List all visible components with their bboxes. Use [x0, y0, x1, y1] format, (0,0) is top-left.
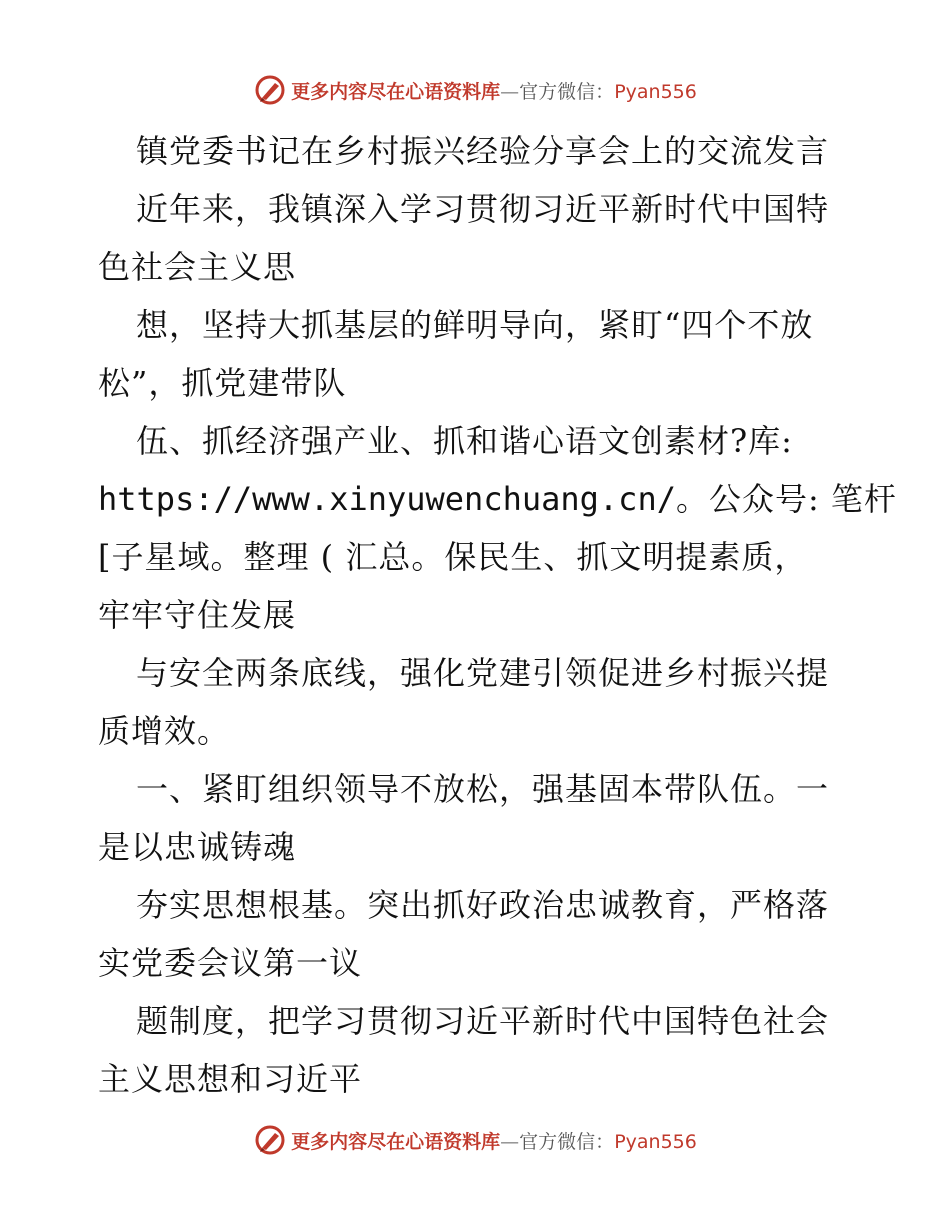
url-text: https://www.xinyuwenchuang.cn/: [98, 480, 676, 518]
banner-dash: —: [500, 1130, 520, 1153]
text-line: 伍、抓经济强产业、抓和谐心语文创素材?库:: [136, 422, 793, 460]
pen-logo-icon: [253, 1123, 287, 1157]
text-line: 题制度，把学习贯彻习近平新时代中国特色社会: [136, 1002, 830, 1040]
text-line: 松”，抓党建带队: [98, 364, 347, 402]
banner-dash: —: [500, 80, 520, 103]
footer-banner: [0, 1120, 950, 1160]
banner-wechat-id: Pyan556: [614, 1130, 697, 1153]
banner-text: [291, 1127, 697, 1154]
text-line: 牢牢守住发展: [98, 596, 297, 634]
banner-main-text: 更多内容尽在心语资料库: [291, 80, 501, 103]
text-line: 是以忠诚铸魂: [98, 828, 297, 866]
text-line: 想，坚持大抓基层的鲜明导向，紧盯“四个不放: [136, 306, 814, 344]
banner-main-text: 更多内容尽在心语资料库: [291, 1130, 501, 1153]
text-line: 质增效。: [98, 712, 231, 750]
banner-wechat-label: 官方微信：: [519, 80, 615, 103]
banner-wechat-id: Pyan556: [614, 80, 697, 103]
text-line: 与安全两条底线，强化党建引领促进乡村振兴提: [136, 654, 830, 692]
text-segment: 。公众号: 笔杆: [675, 480, 897, 518]
document-body: [98, 122, 897, 1108]
text-line: 主义思想和习近平: [98, 1060, 363, 1098]
banner-wechat-label: 官方微信：: [519, 1130, 615, 1153]
document-title: 镇党委书记在乡村振兴经验分享会上的交流发言: [136, 132, 830, 170]
text-line: 实党委会议第一议: [98, 944, 363, 982]
text-line-url: [98, 470, 897, 528]
text-line: 夯实思想根基。突出抓好政治忠诚教育，严格落: [136, 886, 830, 924]
text-line: 近年来，我镇深入学习贯彻习近平新时代中国特: [136, 190, 830, 228]
text-line: 色社会主义思: [98, 248, 297, 286]
header-banner: [0, 70, 950, 110]
text-line: 一、紧盯组织领导不放松，强基固本带队伍。一: [136, 770, 830, 808]
text-line: [子星域。整理 ( 汇总。保民生、抓文明提素质，: [98, 538, 808, 576]
banner-text: [291, 77, 697, 104]
pen-logo-icon: [253, 73, 287, 107]
